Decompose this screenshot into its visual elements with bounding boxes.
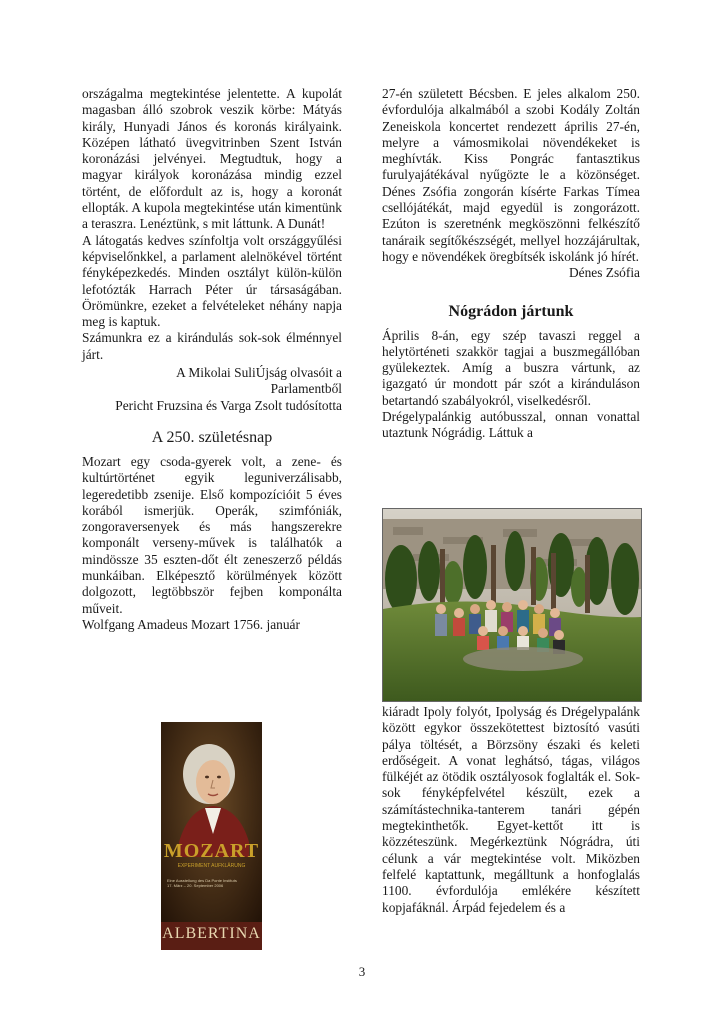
right-column-after-photo — [382, 704, 640, 916]
article1-paragraph: országalma megtekintése jelentette. A kupolát magasban álló szobrok veszik körbe: Mátyás király, Hunyadi János és koronás királyaink. Középen látható üvegvitrinben Szent István koronázási jelvényei. Megtudtuk, hogy a magyar királyok koronázása mindig ezzel történt, de előfordult az is, hogy a koronát ellopták. A kupola megtekintése után kimentünk a teraszra. Lenéztünk, s mit láttunk. A Dunát! — [82, 86, 342, 232]
signature-line: Parlamentből — [270, 381, 342, 397]
poster-small-text-line: Eine Ausstellung des Da Ponte Instituts — [167, 878, 237, 883]
poster-small-text-line: 17. März – 20. September 2006 — [167, 883, 224, 888]
article2-signature: Dénes Zsófia — [568, 265, 640, 281]
article1-paragraph: A látogatás kedves színfoltja volt országgyűlési képviselőnkkel, a parlament alelnökével történt fényképezkedés. Minden osztályt külön-külön lefotózták Harrach Péter úr társaságában. Örömünkre, ezeket a felvételeket néhány napja meg is kaptuk. — [82, 232, 342, 330]
article2-paragraph: Wolfgang Amadeus Mozart 1756. január — [82, 616, 300, 632]
mozart-poster — [161, 722, 262, 950]
signature-line: Pericht Fruzsina és Varga Zsolt tudósította — [115, 397, 342, 413]
article2-paragraph: Mozart egy csoda-gyerek volt, a zene- és kultúrtörténet egyik leguniverzálisabb, legeredetibb zsenije. Első kompozícióit 5 éves korából ismerjük. Operák, szimfóniák, zongoraversenyek és más hangszerekre komponált verseny-művek is találhatók a mindössze 35 eszten-dőt élt zeneszerző példás munkáiban. Elképesztő körülmények között dolgozott, legtöbbször fejben komponálta műveit. — [82, 453, 342, 616]
article2-continuation: 27-én született Bécsben. E jeles alkalom 250. évfordulója alkalmából a szobi Kodály Zoltán Zeneiskola koncertet rendezett április 27-én, melyre a vámosmikolai növendékeket is meghívták. Kiss Pongrác fantasztikus furulyajátékával nyűgözte le a közönséget. Dénes Zsófia zongorán kísérte Farkas Tímea csellójátékát, majd egyedül is zongorázott. Ezúton is szeretnénk megköszönni felkészítő tanáraik segítőkészségét, mellyel hozzájárultak, hogy e növendékek öregbítsék iskolánk jó hírét. — [382, 86, 640, 264]
signature-line: A Mikolai SuliÚjság olvasóit a — [176, 365, 342, 381]
group-photo-image — [383, 509, 641, 701]
poster-subtitle: EXPERIMENT AUFKLÄRUNG — [177, 863, 246, 869]
right-column — [382, 86, 640, 442]
poster-footer: ALBERTINA — [162, 925, 261, 942]
article3-paragraph: Április 8-án, egy szép tavaszi reggel a helytörténeti szakkör tagjai a buszmegállóban gyülekeztek. Amíg a buszra vártunk, az igazgató úr mondott pár szót a kiránduláson betartandó szabályokról, viselkedésről. — [382, 327, 640, 408]
group-photo — [382, 508, 642, 702]
article2-title: A 250. születésnap — [151, 428, 273, 446]
poster-title: MOZART — [163, 840, 260, 862]
left-column — [82, 86, 342, 633]
article3-title: Nógrádon jártunk — [448, 302, 574, 320]
article3-paragraph: kiáradt Ipoly folyót, Ipolyság és Drégelypalánk között egykor összekötettest biztosító vasúti pálya töltését, a Börzsöny északi és keleti erdőségeit. A vonat leghátsó, tágas, világos fülkéjét az ötödik osztályosok foglalták el. Sok-sok fényképfelvétel készült, ezek a számítástechnika-tanterem tanári gépén megtekinthetők. Egyet-kettőt itt is közzéteszünk. Megérkeztünk Nógrádra, úti célunk a vár megtekintése volt. Miközben felfelé kaptattunk, megálltunk a honfoglalás 1100. évfordulója emlékére készített kopjafáknál. Árpád fejedelem és a — [382, 704, 640, 915]
poster-small-text — [167, 878, 259, 888]
article1-paragraph: Számunkra ez a kirándulás sok-sok élménnyel járt. — [82, 330, 342, 362]
article1-signature — [82, 365, 342, 414]
article3-paragraph: Drégelypalánkig autóbusszal, onnan vonattal utaztunk Nógrádig. Láttuk a — [382, 409, 640, 441]
page-number: 3 — [358, 964, 366, 979]
mozart-poster-image — [161, 722, 262, 950]
